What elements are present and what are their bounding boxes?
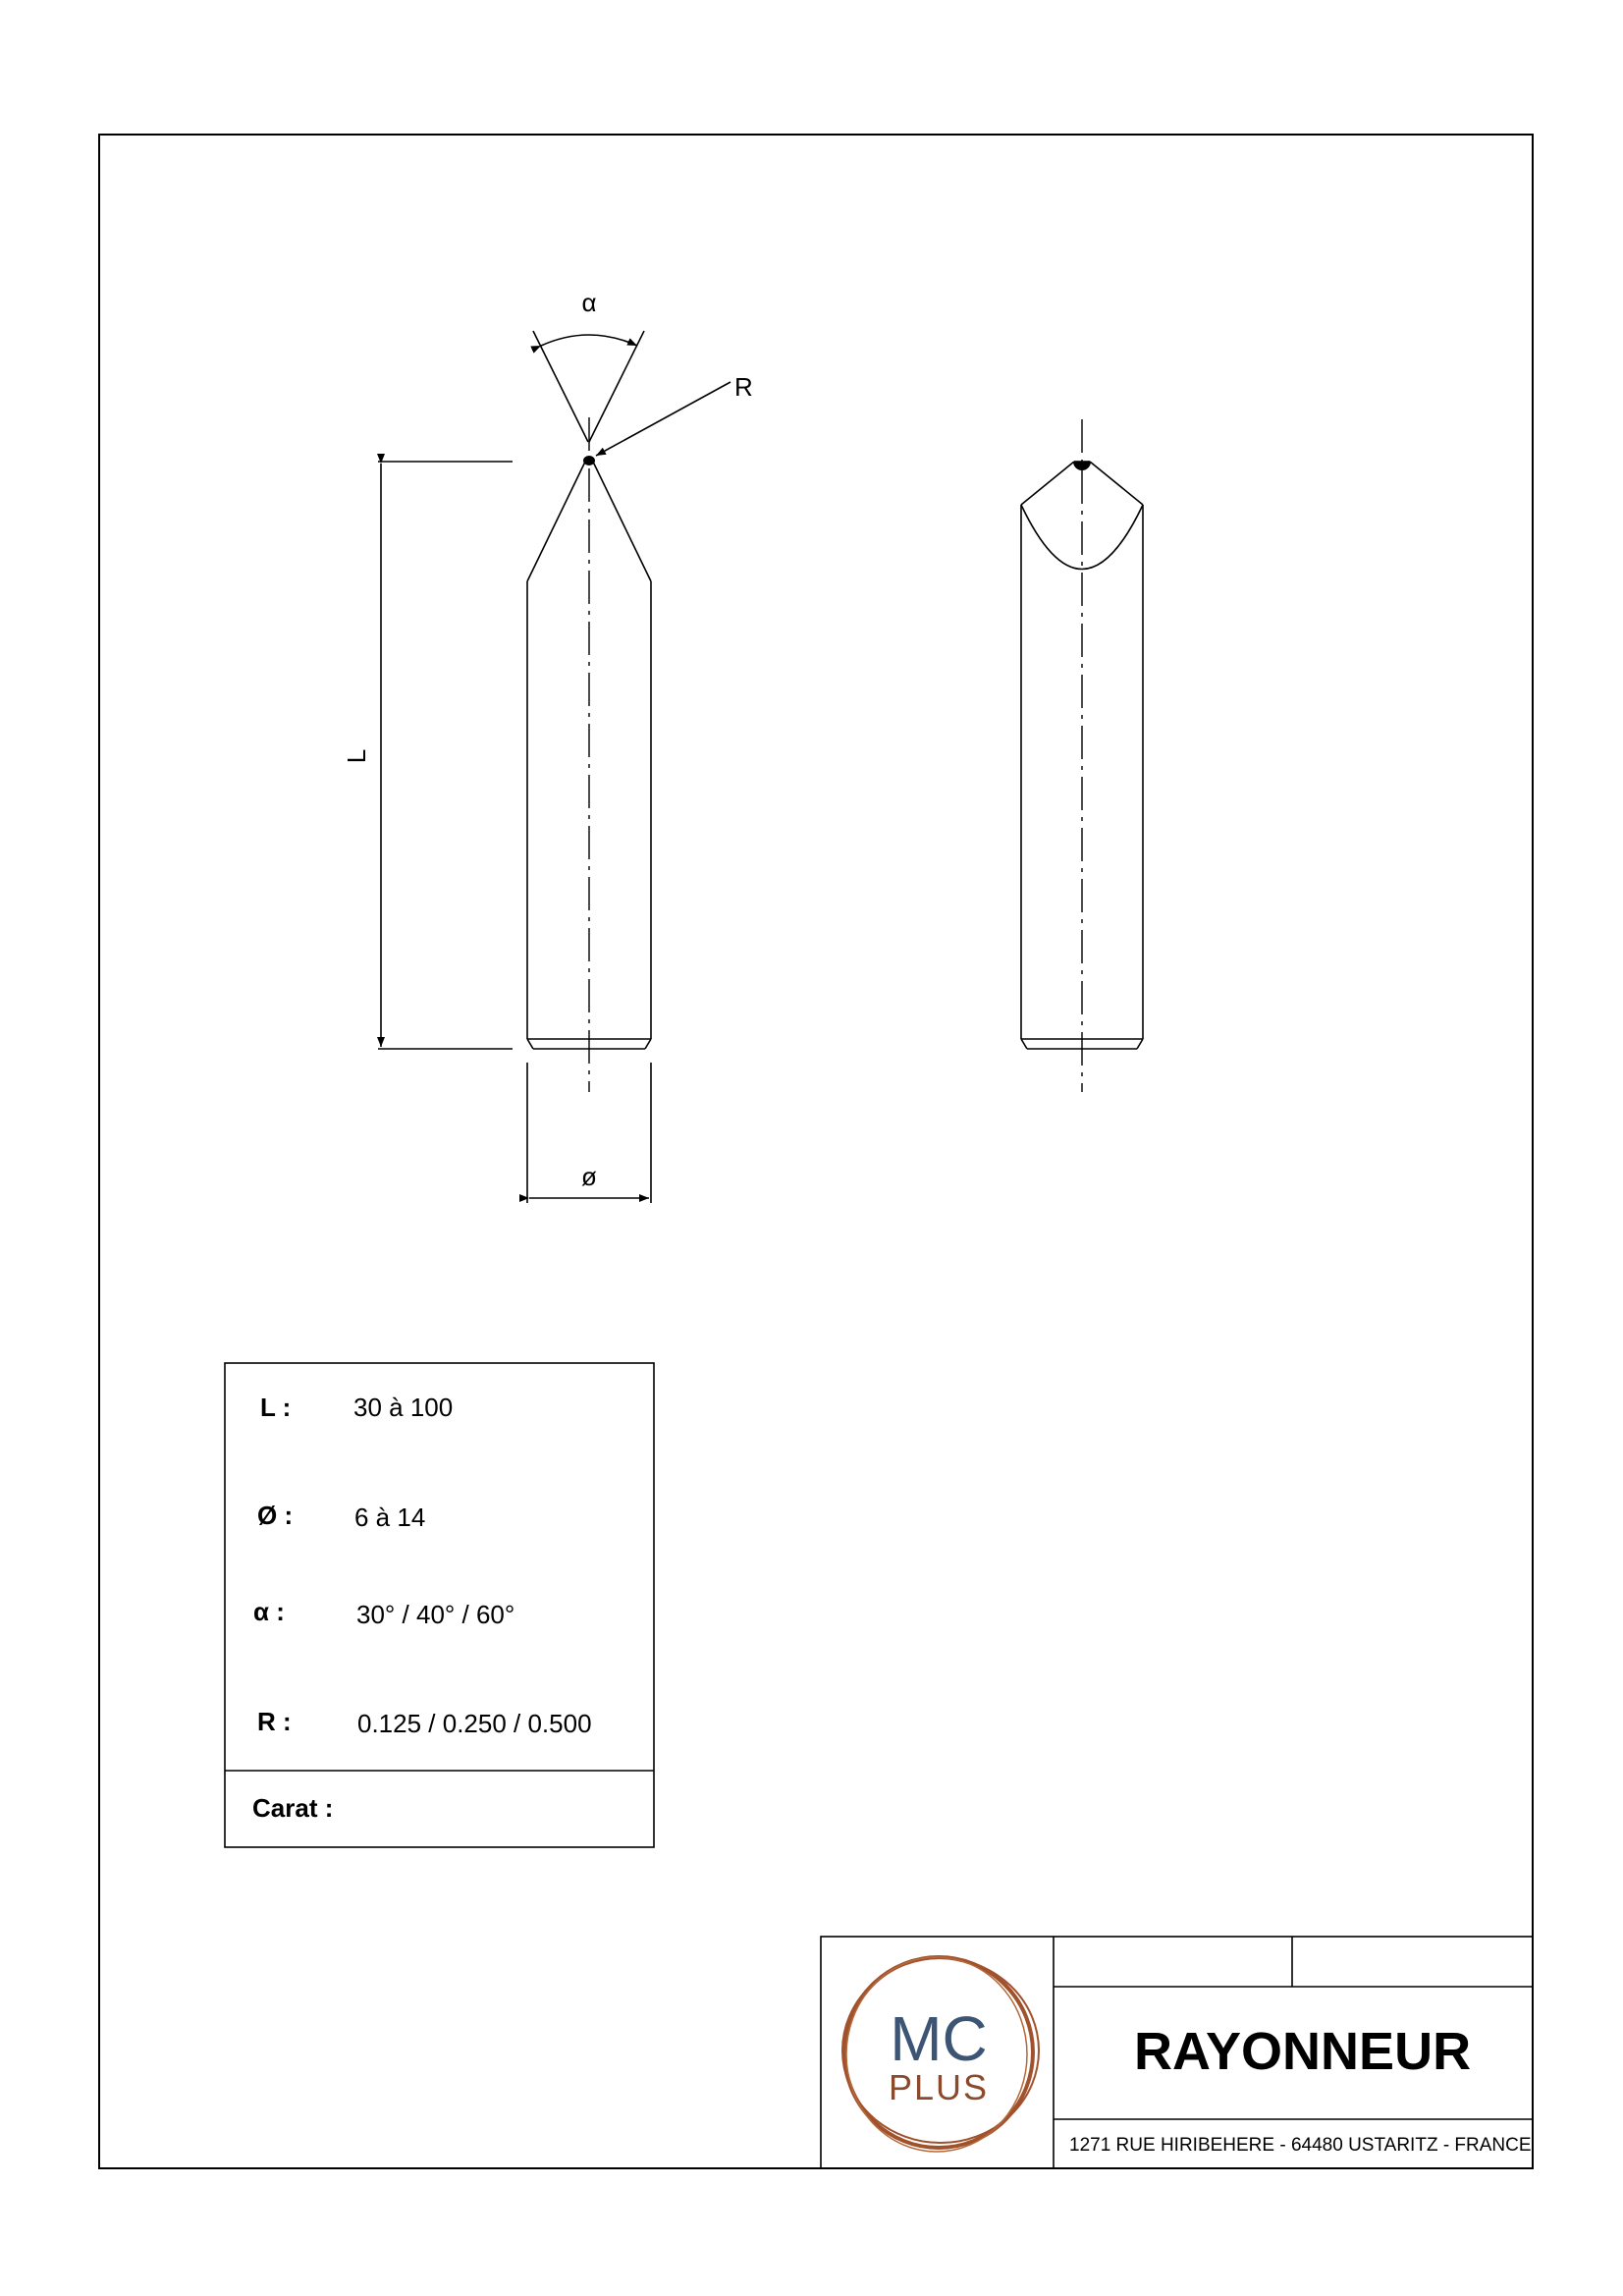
spec-value-radius: 0.125 / 0.250 / 0.500 (357, 1709, 592, 1738)
spec-symbol-alpha: α : (253, 1597, 285, 1626)
radius-leader (596, 382, 730, 456)
svg-text:MC: MC (890, 2003, 988, 2074)
spec-value-alpha: 30° / 40° / 60° (356, 1600, 515, 1629)
sheet-border (99, 135, 1533, 2168)
front-view (1021, 419, 1143, 1092)
svg-text:PLUS: PLUS (888, 2067, 990, 2107)
spec-symbol-radius: R : (257, 1707, 292, 1736)
alpha-label: α (581, 288, 597, 317)
radius-label: R (734, 372, 753, 402)
diameter-label: ø (581, 1162, 597, 1191)
company-address: 1271 RUE HIRIBEHERE - 64480 USTARITZ - FRANCE (1069, 2135, 1532, 2156)
side-view (527, 331, 651, 1092)
spec-symbol-diameter: Ø : (257, 1501, 294, 1530)
tip-radius-mark (583, 456, 595, 465)
drawing-title: RAYONNEUR (1134, 2022, 1472, 2081)
length-label: L (342, 748, 371, 764)
front-tip-mark (1073, 462, 1091, 470)
spec-value-length: 30 à 100 (353, 1393, 454, 1422)
mc-plus-logo (842, 1957, 1039, 2152)
length-dimension (378, 462, 513, 1049)
spec-symbol-length: L : (260, 1393, 292, 1422)
spec-value-diameter: 6 à 14 (354, 1503, 426, 1532)
alpha-arc (541, 335, 637, 346)
spec-carat-label: Carat : (252, 1793, 334, 1823)
